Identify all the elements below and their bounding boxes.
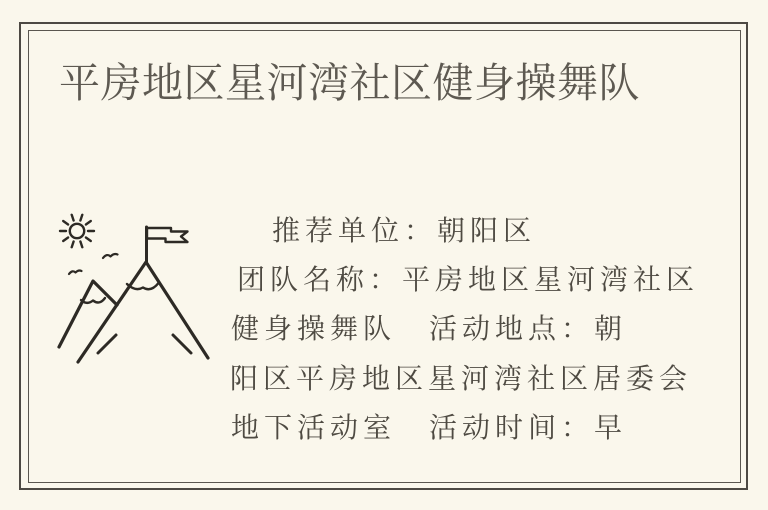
bird-icon [69,271,82,275]
page-title: 平房地区星河湾社区健身操舞队 [59,59,640,107]
bird-icon [103,254,118,258]
flag-icon [147,227,188,262]
sun-icon [60,215,94,247]
body-text-line: 健身操舞队 活动地点：朝 [231,314,628,345]
slope-hatch [173,335,191,353]
mountain-icon [59,281,117,347]
slope-hatch [98,335,116,353]
mountain-icon [78,262,208,362]
body-text-line: 地下活动室 活动时间：早 [231,413,628,444]
body-text-line: 团队名称：平房地区星河湾社区 [237,265,700,296]
body-text-line: 推荐单位：朝阳区 [272,216,537,247]
mountain-flag-illustration [40,195,240,370]
body-text-line: 阳区平房地区星河湾社区居委会 [230,364,693,395]
